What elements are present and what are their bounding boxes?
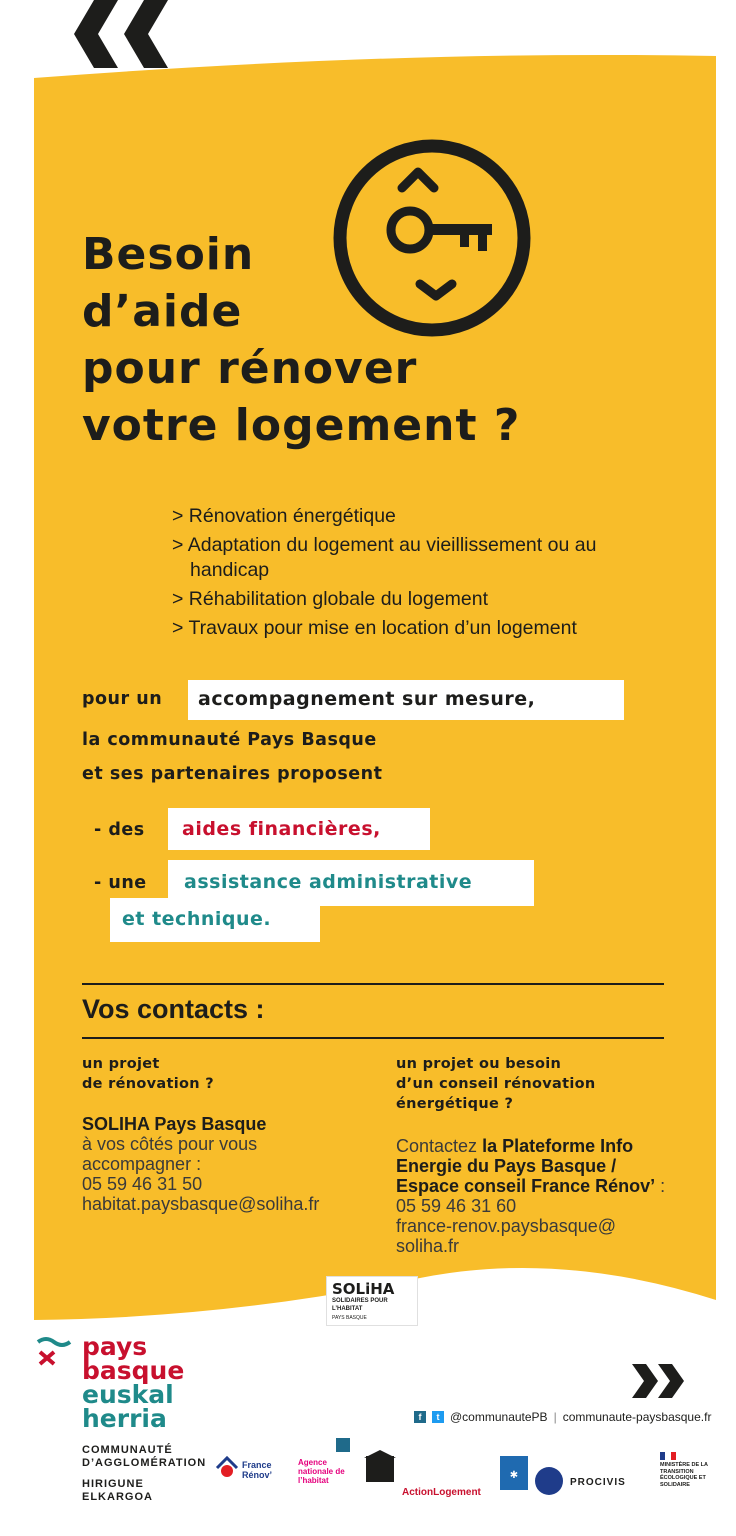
offer-highlight: accompagnement sur mesure, <box>198 688 536 710</box>
services-list <box>172 504 672 645</box>
forward-chevrons-icon <box>632 1364 688 1398</box>
partner-france-renov: France Rénov’ <box>242 1460 273 1480</box>
headline-line: pour rénover <box>82 343 418 394</box>
brand-word: basque <box>82 1356 185 1385</box>
partner-action-logement: ActionLogement <box>402 1487 481 1498</box>
anah-mark-icon <box>334 1436 352 1454</box>
heading-line: un projet ou besoin <box>396 1056 562 1072</box>
offer-line: et ses partenaires proposent <box>82 764 383 784</box>
financial-aid-highlight: aides financières, <box>182 818 381 840</box>
service-item: > Rénovation énergétique <box>172 505 396 527</box>
offer-intro: pour un <box>82 689 163 709</box>
contact-org: Espace conseil France Rénov’ <box>396 1176 656 1196</box>
assistance-highlight: assistance administrative <box>184 871 473 893</box>
offer-item-prefix: - des <box>94 820 145 840</box>
facebook-icon[interactable]: f <box>414 1411 426 1423</box>
contact-text: : <box>655 1176 666 1196</box>
heading-line: de rénovation ? <box>82 1076 214 1092</box>
headline-line: Besoin <box>82 229 255 280</box>
brand-word: euskal <box>82 1380 174 1409</box>
heading-line: énergétique ? <box>396 1096 514 1112</box>
partner-anah: Agence nationale de l’habitat <box>298 1458 345 1485</box>
caption-line: ELKARGOA <box>82 1491 153 1503</box>
caption-line: D’AGGLOMÉRATION <box>82 1457 207 1469</box>
contact-phone[interactable]: 05 59 46 31 60 <box>396 1196 517 1216</box>
caption-line: COMMUNAUTÉ <box>82 1444 173 1456</box>
separator: | <box>553 1410 557 1424</box>
service-item: > Travaux pour mise en location d’un logement <box>172 617 577 639</box>
service-item: > Adaptation du logement au vieillissement ou au handicap <box>172 534 597 581</box>
france-renov-house-icon <box>214 1454 240 1480</box>
contact-heading <box>82 1054 382 1094</box>
contact-text: Contactez <box>396 1136 478 1156</box>
social-links <box>414 1410 711 1424</box>
contact-soliha <box>82 1054 382 1214</box>
brand-word: herria <box>82 1404 167 1433</box>
contact-text: accompagner : <box>82 1154 202 1174</box>
contact-email[interactable]: soliha.fr <box>396 1236 460 1256</box>
soliha-tagline: SOLIDAIRES POUR L’HABITAT <box>332 1298 388 1312</box>
partner-ministere: MINISTÈRE DE LA TRANSITION ÉCOLOGIQUE ET SOLIDAIRE <box>660 1462 708 1488</box>
heading-line: d’un conseil rénovation <box>396 1076 596 1092</box>
contact-heading <box>396 1054 716 1114</box>
service-item: > Réhabilitation globale du logement <box>172 588 489 610</box>
twitter-icon[interactable]: t <box>432 1411 444 1423</box>
svg-text:✱: ✱ <box>509 1470 519 1481</box>
contact-phone[interactable]: 05 59 46 31 50 <box>82 1174 203 1194</box>
contact-org: SOLIHA Pays Basque <box>82 1114 267 1134</box>
contact-france-renov <box>396 1054 716 1256</box>
back-chevrons-icon <box>74 0 174 86</box>
divider <box>82 1037 664 1039</box>
social-handle[interactable]: @communautePB <box>450 1410 548 1424</box>
brand-caption <box>82 1478 153 1504</box>
soliha-logo <box>326 1276 418 1326</box>
partner-procivis: PROCIVIS <box>570 1477 626 1488</box>
website-link[interactable]: communaute-paysbasque.fr <box>562 1410 712 1424</box>
page-title <box>82 226 702 454</box>
french-flag-icon <box>660 1452 676 1460</box>
contact-org: Energie du Pays Basque / <box>396 1156 617 1176</box>
fondation-abbe-pierre-icon <box>364 1450 396 1484</box>
headline-line: d’aide <box>82 286 243 337</box>
caption-line: HIRIGUNE <box>82 1478 144 1490</box>
soliha-sub: PAYS BASQUE <box>332 1315 367 1321</box>
assistance-highlight: et technique. <box>122 908 272 930</box>
pays-basque-wave-icon <box>36 1334 76 1374</box>
heading-line: un projet <box>82 1056 160 1072</box>
contact-org: la Plateforme Info <box>482 1136 634 1156</box>
contact-email[interactable]: habitat.paysbasque@soliha.fr <box>82 1194 320 1214</box>
divider <box>82 983 664 985</box>
headline-line: votre logement ? <box>82 400 521 451</box>
brand-caption <box>82 1444 206 1470</box>
brand-word: pays <box>82 1332 148 1361</box>
offer-line: la communauté Pays Basque <box>82 730 377 750</box>
offer-item-prefix: - une <box>94 873 147 893</box>
contact-email[interactable]: france-renov.paysbasque@ <box>396 1216 617 1236</box>
region-logo-icon <box>534 1466 564 1496</box>
contacts-title: Vos contacts : <box>82 994 265 1024</box>
contact-text: à vos côtés pour vous <box>82 1134 258 1154</box>
caf-logo-icon <box>500 1456 528 1490</box>
soliha-name: SOLiHA <box>332 1280 395 1298</box>
